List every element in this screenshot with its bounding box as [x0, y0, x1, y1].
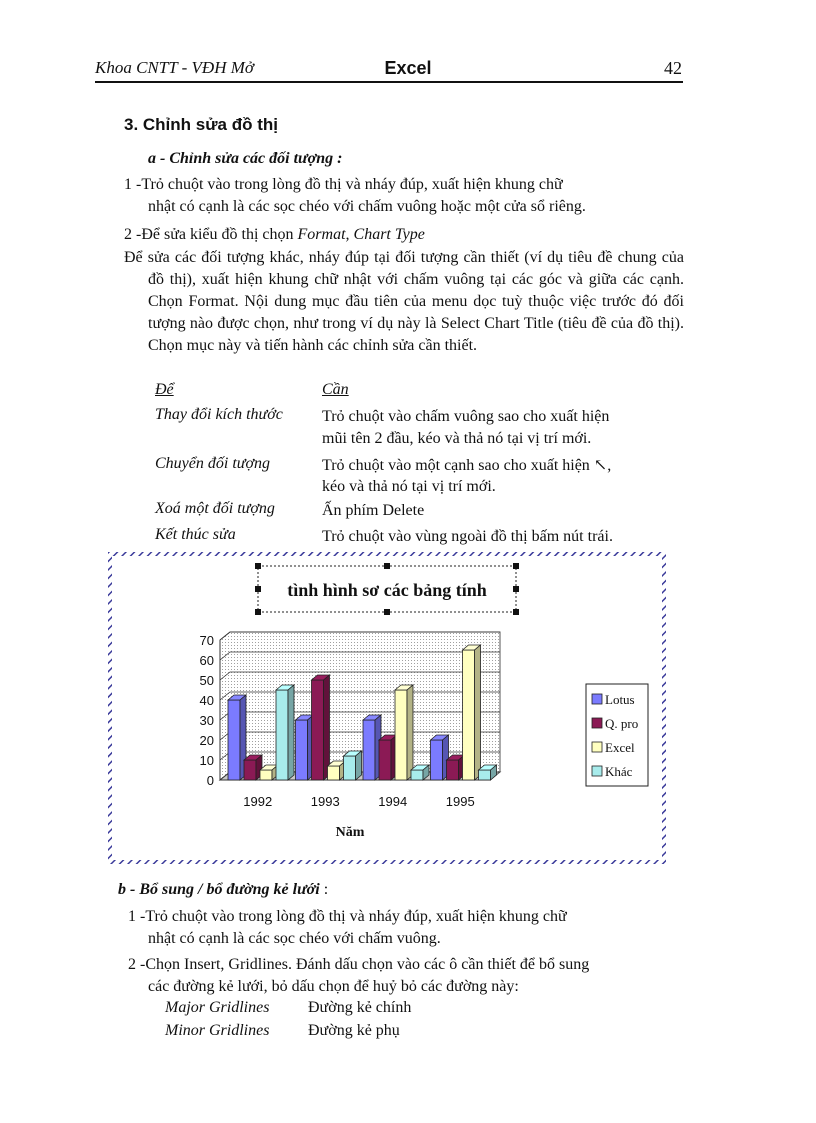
chart-x-tick: 1992 — [243, 794, 273, 809]
chart-bar-side — [288, 685, 294, 780]
gridline-minor-meaning: Đường kẻ phụ — [308, 1022, 400, 1039]
chart-x-tick: 1995 — [445, 794, 475, 809]
chart-title-handle — [513, 563, 519, 569]
chart-bar-side — [475, 645, 481, 780]
table-row-3-how1: Ấn phím Delete — [322, 502, 425, 519]
subsection-b-title-line — [118, 881, 328, 899]
chart-title-handle — [513, 609, 519, 615]
table-row-3-action: Xoá một đối tượng — [155, 500, 275, 517]
chart-legend-swatch — [592, 766, 602, 776]
table-row-2-how2: kéo và thả nó tại vị trí mới. — [322, 478, 496, 495]
chart-title-handle — [255, 609, 261, 615]
chart-svg[interactable] — [108, 552, 666, 864]
item2-line — [124, 224, 684, 246]
table-row-4-how1: Trỏ chuột vào vùng ngoài đồ thị bấm nút trái. — [322, 528, 613, 545]
table-head-can: Cần — [322, 381, 349, 398]
chart-y-tick: 40 — [199, 693, 214, 708]
chart-x-tick: 1994 — [378, 794, 408, 809]
chart-legend-swatch — [592, 742, 602, 752]
chart-y-tick: 10 — [199, 753, 214, 768]
chart-x-tick: 1993 — [310, 794, 340, 809]
chart-bar — [363, 720, 375, 780]
chart-bar — [328, 766, 340, 780]
header-title: Excel — [384, 58, 432, 78]
b-item2-line2: các đường kẻ lưới, bỏ dấu chọn để huỷ bỏ các đường này: — [148, 978, 519, 995]
section-title: 3. Chỉnh sửa đồ thị — [124, 115, 278, 134]
subsection-a-title: a - Chỉnh sửa các đối tượng : — [148, 150, 343, 167]
chart-title-handle — [384, 609, 390, 615]
b-item1-line2: nhật có cạnh là các sọc chéo với chấm vuông. — [148, 930, 441, 947]
subsection-b-colon: : — [319, 881, 329, 898]
chart-legend-label: Lotus — [605, 692, 635, 707]
chart-y-tick: 70 — [199, 633, 214, 648]
chart-bar — [296, 720, 308, 780]
table-row-2-action: Chuyển đối tượng — [155, 455, 271, 472]
chart-bar — [463, 650, 475, 780]
paragraph-text: Để sửa các đối tượng khác, nháy đúp tại đối tượng cần thiết (ví dụ tiêu đề chung của đồ thị), xuất hiện khung chữ nhật với chấm vuông tại các góc và giữa các cạnh. Chọn Format. Nội dung mục đầu tiên của menu dọc tuỳ thuộc việc trước đó đối tượng nào được chọn, như trong ví dụ này là Select Chart Title (tiêu đề của đồ thị). Chọn mục này và tiến hành các chỉnh sửa cần thiết. — [124, 249, 684, 354]
chart-bar — [447, 760, 459, 780]
chart-legend-swatch — [592, 718, 602, 728]
table-head-de: Để — [155, 381, 174, 398]
header-left: Khoa CNTT - VĐH Mở — [95, 58, 254, 77]
chart-bar — [479, 770, 491, 780]
chart-title-handle — [384, 563, 390, 569]
paragraph — [124, 247, 684, 357]
chart-bar — [228, 700, 240, 780]
item1-line2: nhật có cạnh là các sọc chéo với chấm vuông hoặc một cửa sổ riêng. — [148, 198, 586, 215]
page-number: 42 — [664, 58, 682, 78]
table-row-1-action: Thay đổi kích thước — [155, 406, 283, 423]
b-item1-line1: 1 -Trỏ chuột vào trong lòng đồ thị và nháy đúp, xuất hiện khung chữ — [128, 908, 567, 925]
chart-title-handle — [255, 586, 261, 592]
chart-y-tick: 0 — [206, 773, 214, 788]
item2-prefix: 2 -Để sửa kiểu đồ thị chọn — [124, 226, 298, 243]
table-row-1-how2: mũi tên 2 đầu, kéo và thả nó tại vị trí mới. — [322, 430, 592, 447]
chart-bar — [312, 680, 324, 780]
chart-bar-side — [324, 675, 330, 780]
table-row-2-how1: Trỏ chuột vào một cạnh sao cho xuất hiện ↖, — [322, 457, 612, 474]
gridline-minor-name: Minor Gridlines — [165, 1022, 270, 1039]
chart-area[interactable] — [108, 552, 666, 864]
chart-x-label: Năm — [335, 825, 365, 840]
gridline-major-meaning: Đường kẻ chính — [308, 999, 412, 1016]
chart-bar-side — [407, 685, 413, 780]
table-row-4-action: Kết thúc sửa — [155, 526, 236, 543]
chart-title: tình hình sơ các bảng tính — [287, 580, 487, 600]
chart-title-handle — [255, 563, 261, 569]
subsection-b-title: b - Bổ sung / bổ đường kẻ lưới — [118, 881, 320, 898]
chart-bar — [276, 690, 288, 780]
b-item2-line1: 2 -Chọn Insert, Gridlines. Đánh dấu chọn vào các ô cần thiết để bổ sung — [128, 956, 590, 973]
item2-menu: Format, Chart Type — [297, 226, 425, 243]
item1-line1: 1 -Trỏ chuột vào trong lòng đồ thị và nháy đúp, xuất hiện khung chữ — [124, 176, 563, 193]
chart-bar — [379, 740, 391, 780]
chart-bar — [395, 690, 407, 780]
chart-bar — [244, 760, 256, 780]
chart-bar — [431, 740, 443, 780]
chart-y-tick: 20 — [199, 733, 214, 748]
chart-legend-label: Khác — [605, 764, 633, 779]
chart-y-tick: 30 — [199, 713, 214, 728]
chart-legend-label: Excel — [605, 740, 635, 755]
chart-y-tick: 60 — [199, 653, 214, 668]
chart-bar — [260, 770, 272, 780]
chart-title-handle — [513, 586, 519, 592]
chart-bar-side — [356, 751, 362, 780]
chart-bar — [344, 756, 356, 780]
chart-y-tick: 50 — [199, 673, 214, 688]
header-rule — [95, 81, 683, 83]
chart-legend-label: Q. pro — [605, 716, 639, 731]
gridline-major-name: Major Gridlines — [165, 999, 270, 1016]
chart-bar — [411, 770, 423, 780]
table-row-1-how1: Trỏ chuột vào chấm vuông sao cho xuất hiện — [322, 408, 610, 425]
chart-legend-swatch — [592, 694, 602, 704]
